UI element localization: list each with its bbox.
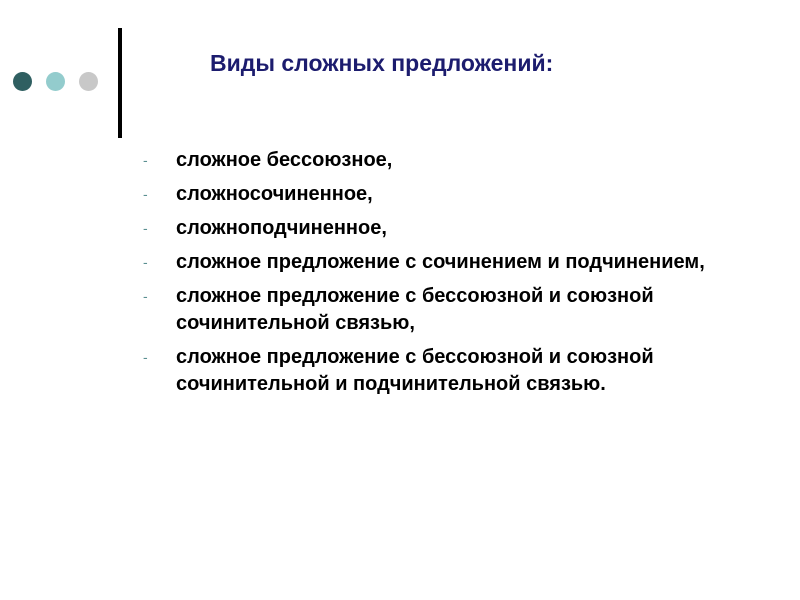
decorative-dot-dark: [13, 72, 32, 91]
bullet-marker: -: [143, 220, 148, 236]
list-item-text: сложноподчиненное,: [176, 217, 387, 239]
list-item-text: сложное бессоюзное,: [176, 149, 393, 171]
list-item: [143, 249, 743, 276]
list-item: [143, 215, 743, 242]
list-item: [143, 147, 743, 174]
list-item-text: сложное предложение с сочинением и подчинением,: [176, 251, 705, 273]
bullet-marker: -: [143, 186, 148, 202]
bullet-marker: -: [143, 254, 148, 270]
list-item-text: сложное предложение с бессоюзной и союзной сочинительной и подчинительной связью.: [176, 346, 654, 395]
list-item: [143, 344, 743, 398]
list-item: [143, 181, 743, 208]
bullet-marker: -: [143, 152, 148, 168]
bullet-list: [143, 147, 743, 405]
list-item-text: сложное предложение с бессоюзной и союзной сочинительной связью,: [176, 285, 654, 334]
bullet-marker: -: [143, 288, 148, 304]
slide-title: Виды сложных предложений:: [210, 50, 554, 76]
vertical-divider: [118, 28, 122, 138]
bullet-marker: -: [143, 349, 148, 365]
list-item: [143, 283, 743, 337]
decorative-dot-gray: [79, 72, 98, 91]
decorative-dot-light: [46, 72, 65, 91]
list-item-text: сложносочиненное,: [176, 183, 373, 205]
